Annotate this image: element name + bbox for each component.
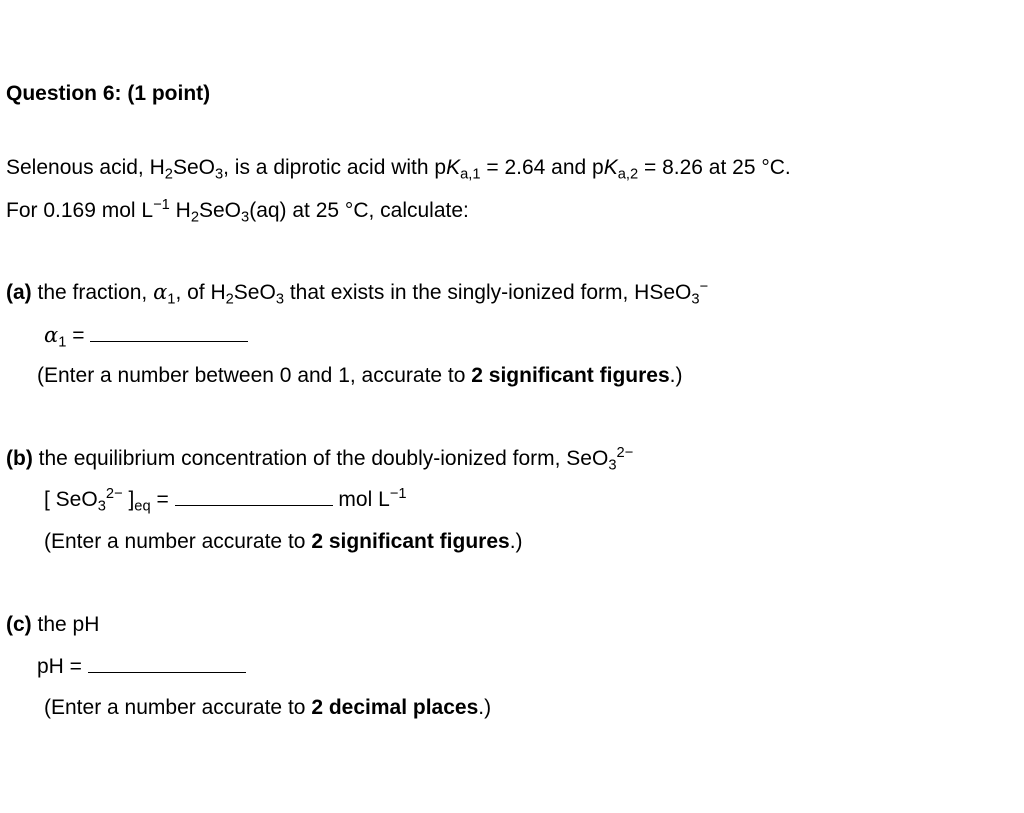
part-a-hint [37,365,682,386]
part-c-text: the pH [31,613,100,636]
intro-text: Selenous acid, H [6,156,165,179]
part-b-text: the equilibrium concentration of the doubly-ionized form, SeO [32,447,609,470]
answer-alpha-subscript: 1 [58,334,67,351]
hint-text: .) [478,696,492,719]
part-b-subscript: 3 [608,457,617,474]
part-c-answer-blank[interactable] [88,671,246,673]
intro-text: H [169,199,191,222]
intro-subscript: 3 [241,209,250,226]
part-c-label: (c) [6,613,32,636]
answer-text: [ SeO [44,488,98,511]
part-a-answer-blank[interactable] [90,340,248,342]
part-c-answer-row [37,656,246,677]
part-a-superscript: − [699,278,709,295]
intro-subscript: 2 [164,166,173,183]
intro-text: SeO [199,199,242,222]
alpha-symbol: α [153,280,168,304]
answer-superscript: 2− [105,485,123,502]
alpha-subscript: 1 [167,291,176,308]
part-a-subscript: 3 [275,291,284,308]
answer-label: pH = [37,655,88,678]
hint-bold: 2 significant figures [471,364,670,387]
part-b-answer-blank[interactable] [175,504,333,506]
part-b-superscript: 2− [616,444,634,461]
intro-text: = 2.64 and p [480,156,604,179]
part-a-text: the fraction, [31,281,154,304]
part-c-prompt [6,614,99,635]
part-a-text: SeO [233,281,276,304]
hint-text: .) [669,364,683,387]
answer-subscript: 3 [97,498,106,515]
part-a-answer-row [44,323,248,351]
intro-text: For 0.169 mol L [6,199,154,222]
question-intro-line-1 [6,156,791,183]
intro-k-symbol: K [603,156,618,179]
hint-text: (Enter a number between 0 and 1, accurate to [37,364,472,387]
answer-equals: = [150,488,175,511]
answer-text: ] [122,488,135,511]
part-a-subscript: 3 [691,291,700,308]
intro-text: SeO [172,156,215,179]
part-a-subscript: 2 [225,291,234,308]
hint-text: .) [509,530,523,553]
part-b-prompt [6,444,634,474]
part-c-hint [44,697,491,718]
question-intro-line-2 [6,196,469,226]
hint-text: (Enter a number accurate to [44,696,312,719]
answer-unit: mol L [332,488,390,511]
intro-subscript: a,2 [617,166,639,183]
intro-subscript: a,1 [460,166,481,183]
hint-bold: 2 significant figures [311,530,510,553]
intro-text: (aq) at 25 °C, calculate: [249,199,469,222]
hint-bold: 2 decimal places [311,696,479,719]
intro-text: = 8.26 at 25 °C. [638,156,791,179]
intro-subscript: 3 [214,166,224,183]
intro-k-symbol: K [446,156,461,179]
part-b-answer-row [44,485,407,515]
intro-text: , is a diprotic acid with p [223,156,447,179]
question-title: Question 6: (1 point) [6,82,211,105]
answer-subscript: eq [134,498,151,515]
answer-unit-superscript: −1 [389,485,407,502]
hint-text: (Enter a number accurate to [44,530,312,553]
part-a-text: , of H [175,281,226,304]
answer-equals: = [66,324,91,347]
part-a-prompt [6,278,709,308]
part-b-label: (b) [6,447,33,470]
part-a-label: (a) [6,281,32,304]
intro-superscript: −1 [153,196,170,213]
part-b-hint [44,531,523,552]
intro-subscript: 2 [190,209,199,226]
answer-alpha-symbol: α [44,323,59,347]
part-a-text: that exists in the singly-ionized form, HSeO [284,281,692,304]
